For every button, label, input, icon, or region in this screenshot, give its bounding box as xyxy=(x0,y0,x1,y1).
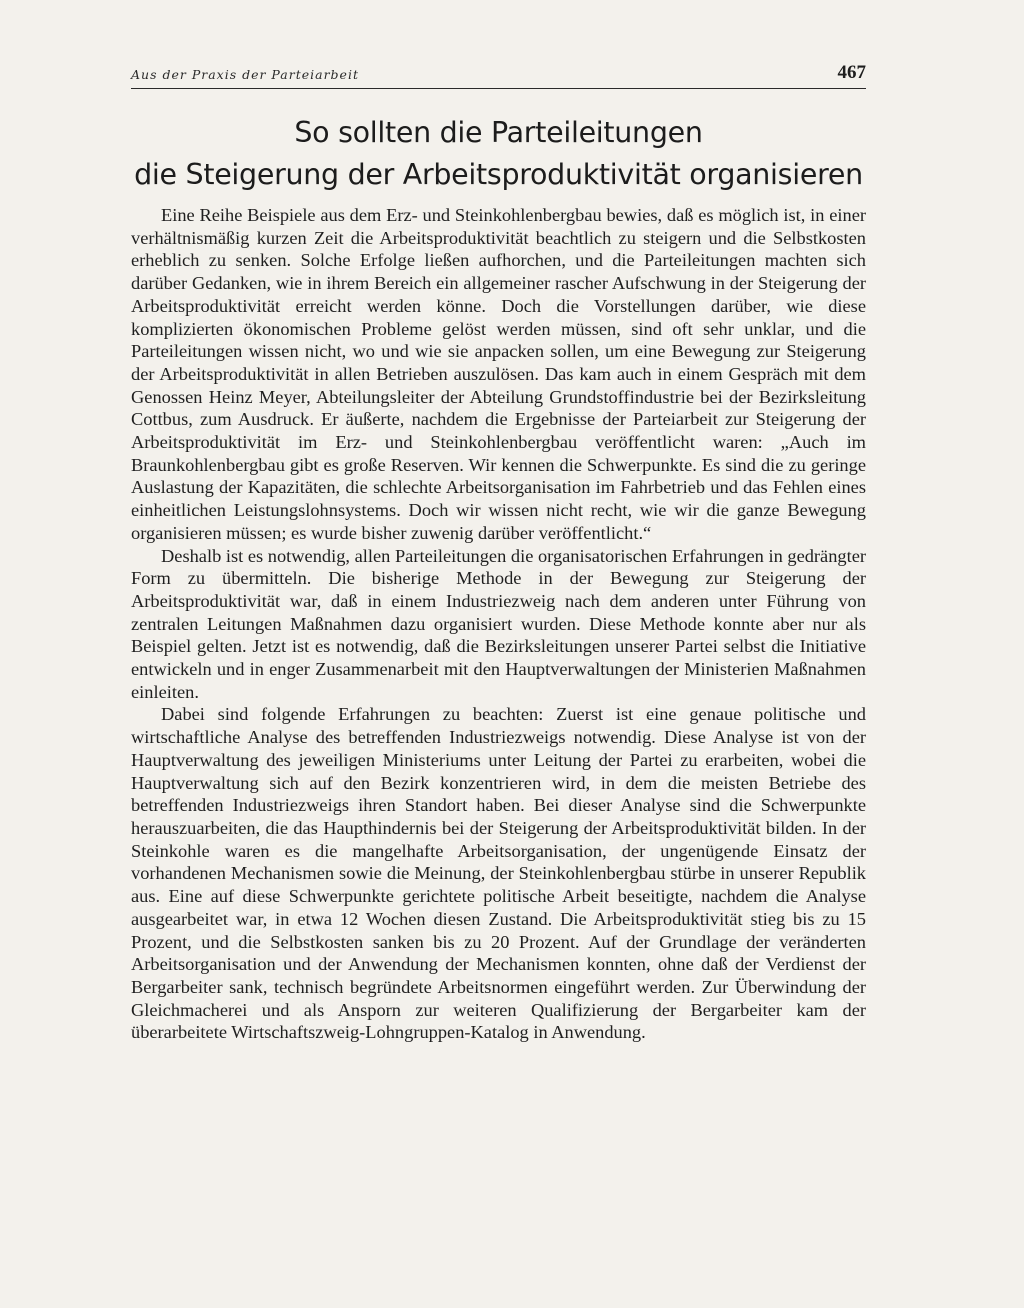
paragraph-1: Eine Reihe Beispiele aus dem Erz- und Steinkohlenbergbau bewies, daß es möglich ist, in einer verhältnismäßig kurzen Zeit die Arbeitsproduktivität beachtlich zu steigern und die Selbstkosten erheblich zu senken. Solche Erfolge ließen aufhorchen, und die Parteileitungen machten sich darüber Gedanken, wie in ihrem Bereich ein allgemeiner rascher Aufschwung in der Steigerung der Arbeitsproduktivität erreicht werden könne. Doch die Vorstellungen darüber, wie diese komplizierten ökonomischen Probleme gelöst werden müssen, sind oft sehr unklar, und die Parteileitungen wissen nicht, wo und wie sie anpacken sollen, um eine Bewegung zur Steigerung der Arbeitsproduktivität in allen Betrieben auszulösen. Das kam auch in einem Gespräch mit dem Genossen Heinz Meyer, Abteilungsleiter der Abteilung Grundstoffindustrie bei der Bezirksleitung Cottbus, zum Ausdruck. Er äußerte, nachdem die Ergebnisse der Parteiarbeit zur Steigerung der Arbeitsproduktivität im Erz- und Steinkohlenbergbau veröffentlicht waren: „Auch im Braunkohlenbergbau gibt es große Reserven. Wir kennen die Schwerpunkte. Es sind die zu geringe Auslastung der Kapazitäten, die schlechte Arbeitsorganisation im Fahrbetrieb und das Fehlen eines einheitlichen Leistungslohnsystems. Doch wir wissen nicht recht, wie wir die ganze Bewegung organisieren müssen; es wurde bisher zuwenig darüber veröffentlicht.“ xyxy=(131,205,866,543)
article-title xyxy=(131,112,866,196)
article-title-line-2: die Steigerung der Arbeitsproduktivität organisieren xyxy=(134,158,863,191)
article-body xyxy=(131,204,866,1044)
page-number: 467 xyxy=(837,62,866,83)
article-title-line-1: So sollten die Parteileitungen xyxy=(294,116,703,149)
running-header xyxy=(131,62,866,89)
section-title: Aus der Praxis der Parteiarbeit xyxy=(131,67,359,82)
paragraph-2: Deshalb ist es notwendig, allen Parteileitungen die organisatorischen Erfahrungen in gedrängter Form zu übermitteln. Die bisherige Methode in der Bewegung zur Steigerung der Arbeitsproduktivität war, daß in einem Industriezweig nach dem anderen unter Führung von zentralen Leitungen Maßnahmen dazu organisiert wurden. Diese Methode konnte aber nur als Beispiel gelten. Jetzt ist es notwendig, daß die Bezirksleitungen unserer Partei selbst die Initiative entwickeln und in enger Zusammenarbeit mit den Hauptverwaltungen der Ministerien Maßnahmen einleiten. xyxy=(131,545,866,702)
paragraph-3: Dabei sind folgende Erfahrungen zu beachten: Zuerst ist eine genaue politische und wirtschaftliche Analyse des betreffenden Industriezweigs notwendig. Diese Analyse ist von der Hauptverwaltung des jeweiligen Ministeriums unter Leitung der Partei zu erarbeiten, wobei die Hauptverwaltung sich auf den Bezirk konzentrieren wird, in dem die meisten Betriebe des betreffenden Industriezweigs ihren Standort haben. Bei dieser Analyse sind die Schwerpunkte herauszuarbeiten, die das Haupthindernis bei der Steigerung der Arbeitsproduktivität bilden. In der Steinkohle waren es die mangelhafte Arbeitsorganisation, der ungenügende Einsatz der vorhandenen Mechanismen sowie die Meinung, der Steinkohlenbergbau stürbe in unserer Republik aus. Eine auf diese Schwerpunkte gerichtete politische Arbeit beseitigte, nachdem die Analyse ausgearbeitet war, in etwa 12 Wochen diesen Zustand. Die Arbeitsproduktivität stieg bis zu 15 Prozent, und die Selbstkosten sanken bis zu 20 Prozent. Auf der Grundlage der veränderten Arbeitsorganisation und der Anwendung der Mechanismen konnten, ohne daß der Verdienst der Bergarbeiter sank, technisch begründete Arbeitsnormen eingeführt werden. Zur Überwindung der Gleichmacherei und als Ansporn zur weiteren Qualifizierung der Bergarbeiter kam der überarbeitete Wirtschaftszweig-Lohngruppen-Katalog in Anwendung. xyxy=(131,704,866,1043)
